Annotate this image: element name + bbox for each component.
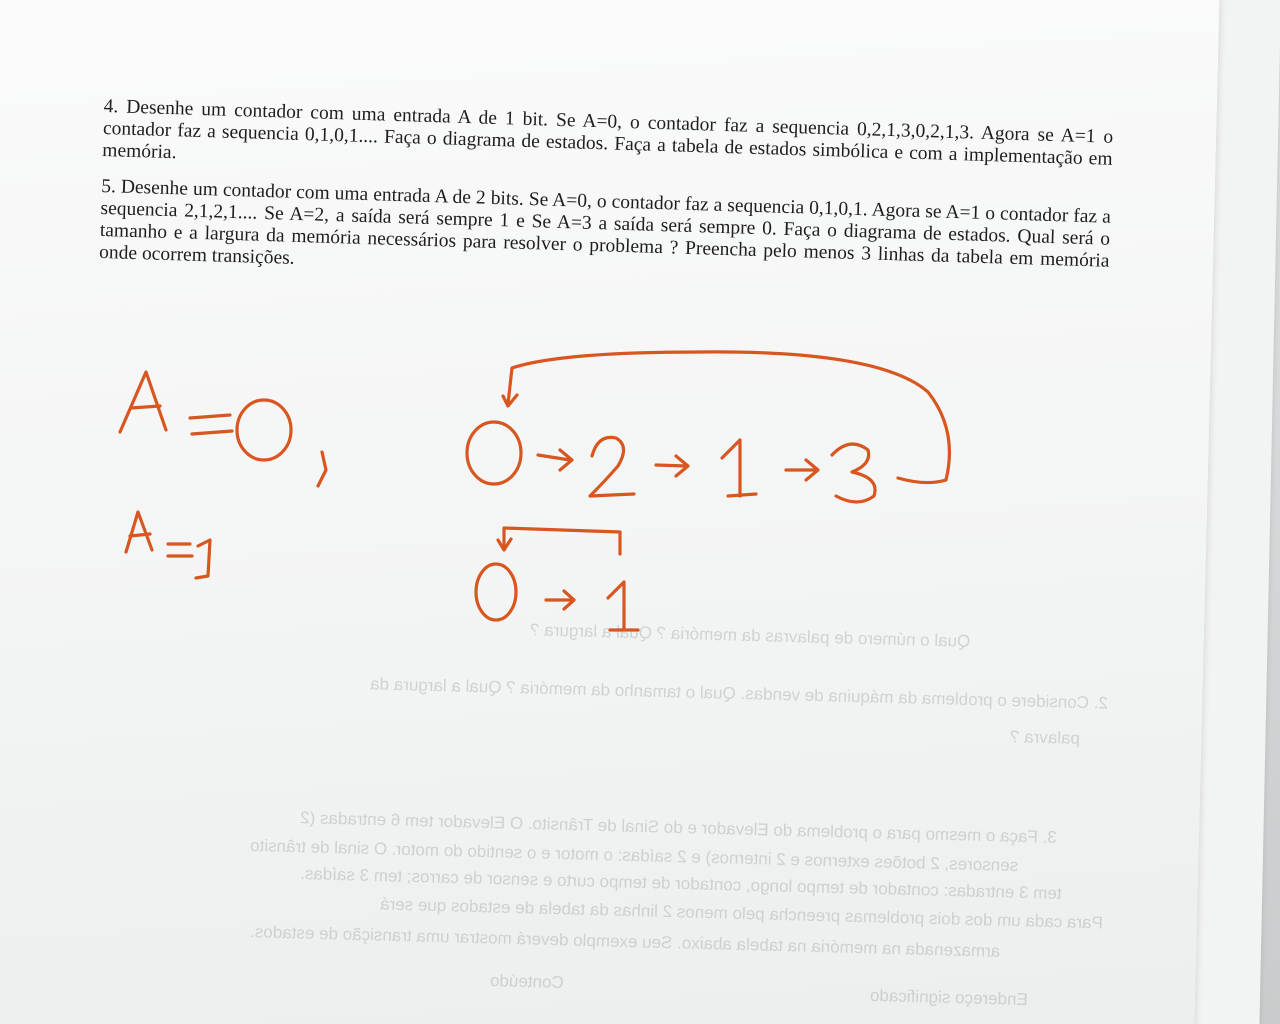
handwritten-label-a-equals-1: [126, 512, 210, 578]
show-through-line: Endereço significado: [869, 985, 1029, 1010]
question-4: 4. Desenhe um contador com uma entrada A de 1 bit. Se A=0, o contador faz a sequencia 0,2,1,3,0,2,1,3. Agora se A=1 o contador faz a sequencia 0,1,0,1.... Faça o diagrama de estados. Faça a tabela de estados simbólica e com a implementação em memória.: [102, 96, 1114, 170]
show-through-line: sensores, 2 botões externos e 2 internos) e 2 saídas: o motor e o sentido do motor. O sinal de trânsito: [249, 835, 1019, 876]
show-through-line: 3. Faça o mesmo para o problema do Elevador e do Sinal de Trânsito. O Elevador tem 6 entradas (2: [299, 808, 1058, 847]
show-through-line: Qual o número de palavras da memória ? Qual a largura ?: [529, 620, 971, 651]
handwritten-label-a-equals-0: [120, 372, 326, 486]
show-through-line: Conteúdo: [489, 971, 564, 992]
show-through-line: palavra ?: [1009, 727, 1081, 748]
question-5: 5. Desenhe um contador com uma entrada A de 2 bits. Se A=0, o contador faz a sequencia 0,1,0,1. Agora se A=1 o contador faz a sequencia 2,1,2,1.... Se A=2, a saída será sempre 1 e Se A=3 a saída será sempre 0. Faça o diagrama de estados. Qual será o tamanho e a largura da memória necessários para resolver o problema ? Preencha pelo menos 3 linhas da tabela em memória onde ocorrem transições.: [98, 175, 1112, 272]
show-through-line: tem 3 entradas: contador de tempo longo, contador de tempo curto e sensor de carros; tem 3 saídas.: [299, 864, 1062, 903]
handwritten-sequence-a0: [467, 352, 949, 502]
show-through-line: armazenada na memória na tabela abaixo. Seu exemplo deverá mostrar uma transição de estados.: [249, 922, 1001, 961]
show-through-line: 2. Considere o problema da máquina de vendas. Qual o tamanho da memória ? Qual a largura da: [369, 674, 1109, 713]
handwritten-sequence-a1: [476, 528, 638, 630]
show-through-line: Para cada um dos dois problemas preencha pelo menos 2 linhas da tabela de estados que será: [379, 894, 1104, 933]
